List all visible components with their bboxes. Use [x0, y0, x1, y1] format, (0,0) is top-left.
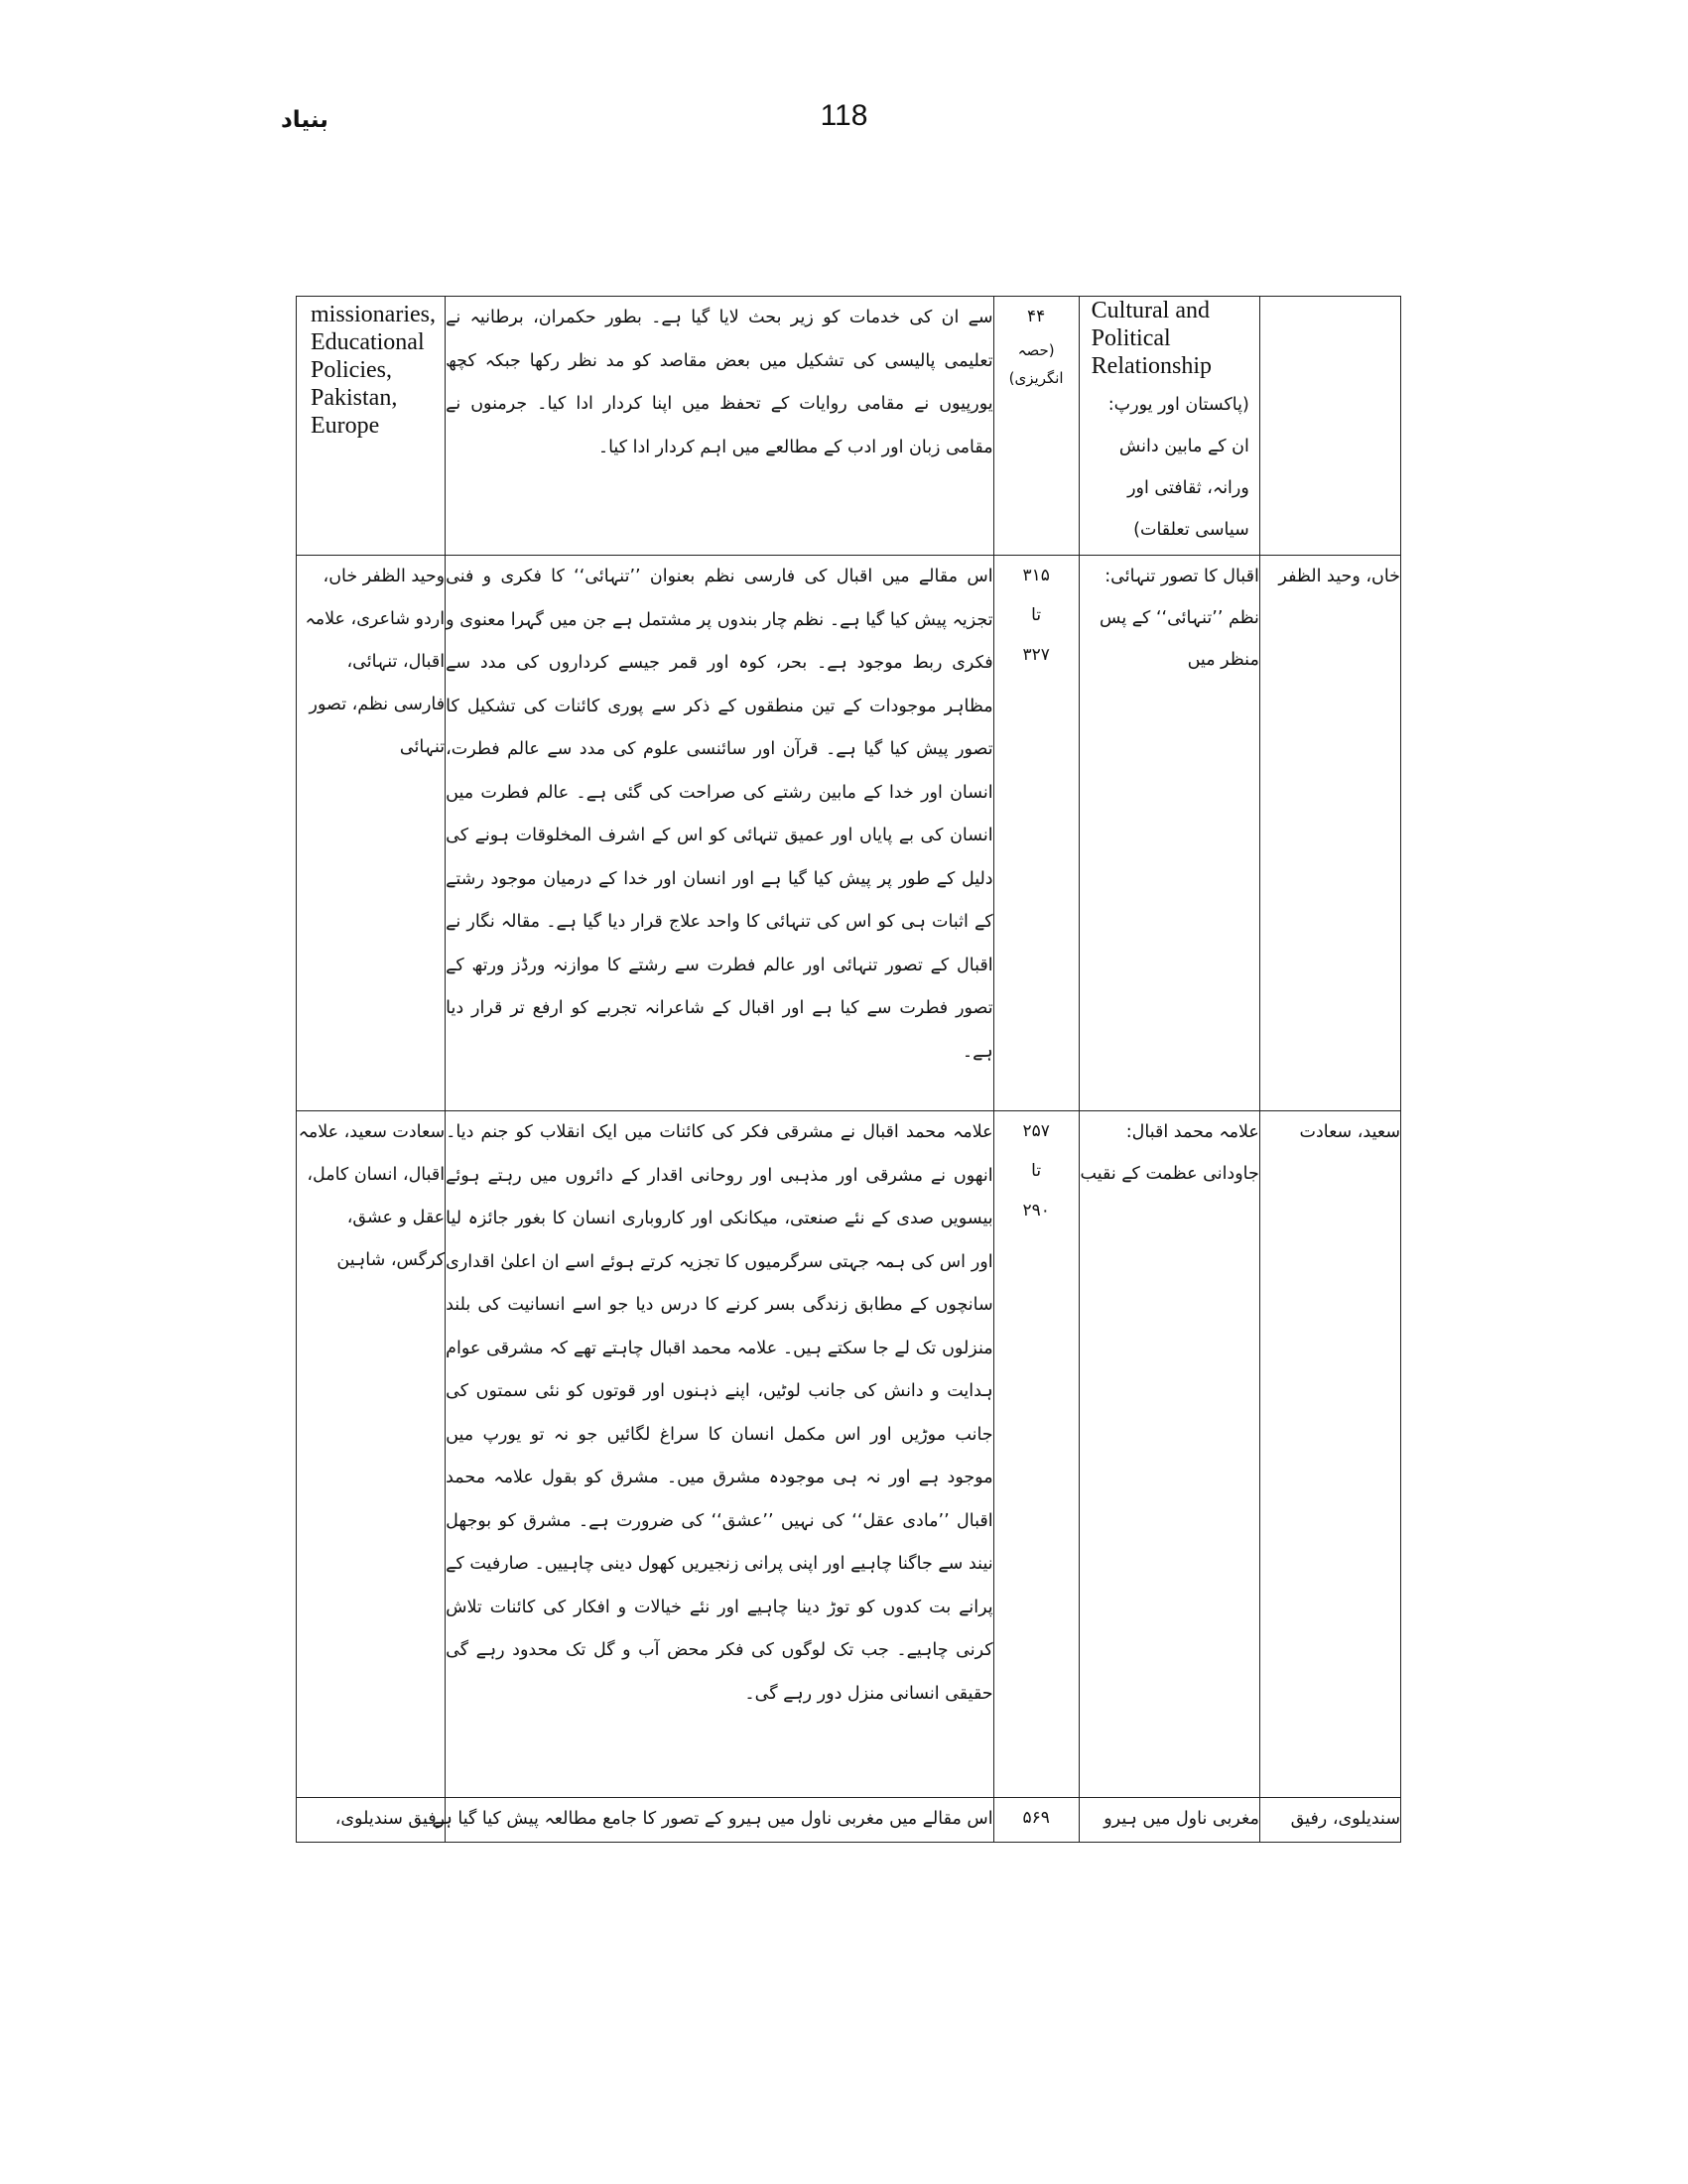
author-cell [1259, 1111, 1400, 1798]
pages-start: ۵۶۹ [1022, 1808, 1050, 1828]
summary-text: سے ان کی خدمات کو زیر بحث لایا گیا ہے۔ بطور حکمران، برطانیہ نے تعلیمی پالیسی کی تشکیل میں بعض مقاصد کو مد نظر رکھا جبکہ کچھ یورپیوں نے مقامی روایات کے تحفظ میں اپنا کردار ادا کیا۔ جرمنوں نے مقامی زبان اور ادب کے مطالعے میں اہم کردار ادا کیا۔ [446, 308, 993, 457]
author-text: سندیلوی، رفیق [1290, 1809, 1400, 1829]
pages-start: ۳۱۵ [1022, 566, 1050, 585]
index-table [296, 296, 1401, 1843]
table-row [297, 1111, 1401, 1798]
title-english: Cultural and Political Relationship [1091, 298, 1212, 379]
pages-cell [993, 1111, 1079, 1798]
summary-cell [446, 1111, 993, 1798]
title-text: اقبال کا تصور تنہائی: نظم ’’تنہائی‘‘ کے پس منظر میں [1100, 567, 1259, 670]
author-text: سعید، سعادت [1299, 1122, 1400, 1142]
title-cell [1079, 1111, 1259, 1798]
table-row [297, 1798, 1401, 1843]
journal-title: بنیاد [281, 107, 328, 133]
title-cell [1079, 1798, 1259, 1843]
page-number: 118 [820, 99, 868, 132]
keywords-cell [297, 297, 446, 556]
title-cell [1079, 556, 1259, 1111]
table-row [297, 297, 1401, 556]
title-cell [1079, 297, 1259, 556]
pages-note: (حصہ انگریزی) [1008, 341, 1064, 387]
summary-text: اس مقالے میں اقبال کی فارسی نظم بعنوان ’’تنہائی‘‘ کا فکری و فنی تجزیہ پیش کیا گیا ہے۔ نظم چار بندوں پر مشتمل ہے جن میں گہرا معنوی و فکری ربط موجود ہے۔ بحر، کوہ اور قمر جیسے کرداروں کی مدد سے مظاہر موجودات کے تین منطقوں کے ذکر سے پوری کائنات کی تشکیل کا تصور پیش کیا گیا ہے۔ قرآن اور سائنسی علوم کی مدد سے عالم فطرت، انسان اور خدا کے مابین رشتے کی صراحت کی گئی ہے۔ عالم فطرت میں انسان کی بے پایاں اور عمیق تنہائی کو اس کے اشرف المخلوقات ہونے کی دلیل کے طور پر پیش کیا گیا ہے اور انسان اور خدا کے درمیان موجود رشتے کے اثبات ہی کو اس کی تنہائی کا واحد علاج قرار دیا گیا ہے۔ مقالہ نگار نے اقبال کے تصور تنہائی اور عالم فطرت سے رشتے کا موازنہ ورڈز ورتھ کے تصور فطرت سے کیا ہے اور اقبال کے شاعرانہ تجربے کو ارفع تر قرار دیا ہے۔ [446, 567, 993, 1062]
pages-cell [993, 297, 1079, 556]
author-cell [1259, 556, 1400, 1111]
keywords-text: missionaries, Educational Policies, Pakistan, Europe [311, 302, 436, 439]
author-text: خاں، وحید الظفر [1278, 567, 1400, 586]
author-cell [1259, 1798, 1400, 1843]
pages-to: تا [1031, 605, 1042, 625]
title-text: مغربی ناول میں ہیرو [1104, 1809, 1259, 1829]
author-cell [1259, 297, 1400, 556]
summary-text: اس مقالے میں مغربی ناول میں ہیرو کے تصور کا جامع مطالعہ پیش کیا گیا ہے۔ [422, 1809, 993, 1829]
title-text: علامہ محمد اقبال: جاودانی عظمت کے نقیب [1080, 1122, 1259, 1184]
pages-to: تا [1031, 1161, 1042, 1181]
summary-text: علامہ محمد اقبال نے مشرقی فکر کی کائنات میں ایک انقلاب کو جنم دیا۔ انھوں نے مشرقی اور مذہبی اور روحانی اقدار کے دائروں میں رہتے ہوئے بیسویں صدی کے نئے صنعتی، میکانکی اور کاروباری انسان کا بغور جائزہ لیا اور اس کی ہمہ جہتی سرگرمیوں کا تجزیہ کرتے ہوئے اسے ان اعلیٰ اقداری سانچوں کے مطابق زندگی بسر کرنے کا درس دیا جو اسے انسانیت کی بلند منزلوں تک لے جا سکتے ہیں۔ علامہ محمد اقبال چاہتے تھے کہ مشرقی عوام ہدایت و دانش کی جانب لوٹیں، اپنے ذہنوں اور قوتوں کو نئی سمتوں کی جانب موڑیں اور اس مکمل انسان کا سراغ لگائیں جو نہ تو یورپ میں موجود ہے اور نہ ہی موجودہ مشرق میں۔ مشرق کو بقول علامہ محمد اقبال ’’مادی عقل‘‘ کی نہیں ’’عشق‘‘ کی ضرورت ہے۔ مشرق کو بوجھل نیند سے جاگنا چاہیے اور اپنی پرانی زنجیریں کھول دینی چاہییں۔ صارفیت کے پرانے بت کدوں کو توڑ دینا چاہیے اور نئے خیالات و افکار کی کائنات تلاش کرنی چاہیے۔ جب تک لوگوں کی فکر محض آب و گل تک محدود رہے گی حقیقی انسانی منزل دور رہے گی۔ [446, 1122, 993, 1704]
pages-cell [993, 1798, 1079, 1843]
keywords-text: رفیق سندیلوی، [334, 1809, 446, 1829]
pages-value: ۴۴ [1027, 307, 1046, 326]
pages-end: ۲۹۰ [1022, 1201, 1050, 1220]
pages-start: ۲۵۷ [1022, 1121, 1050, 1141]
pages-cell [993, 556, 1079, 1111]
keywords-text: سعادت سعید، علامہ اقبال، انسان کامل، عقل و عشق، کرگس، شاہین [298, 1122, 446, 1270]
title-urdu: (پاکستان اور یورپ: ان کے مابین دانش ورانہ، ثقافتی اور سیاسی تعلقات) [1107, 395, 1249, 540]
table-row [297, 556, 1401, 1111]
summary-cell [422, 1798, 993, 1843]
keywords-text: وحید الظفر خاں، اردو شاعری، علامہ اقبال، تنہائی، فارسی نظم، تصور تنہائی [305, 567, 446, 757]
summary-cell [446, 556, 993, 1111]
summary-cell [446, 297, 993, 556]
keywords-cell [297, 556, 446, 1111]
pages-end: ۳۲۷ [1022, 645, 1050, 665]
keywords-cell [297, 1111, 446, 1798]
